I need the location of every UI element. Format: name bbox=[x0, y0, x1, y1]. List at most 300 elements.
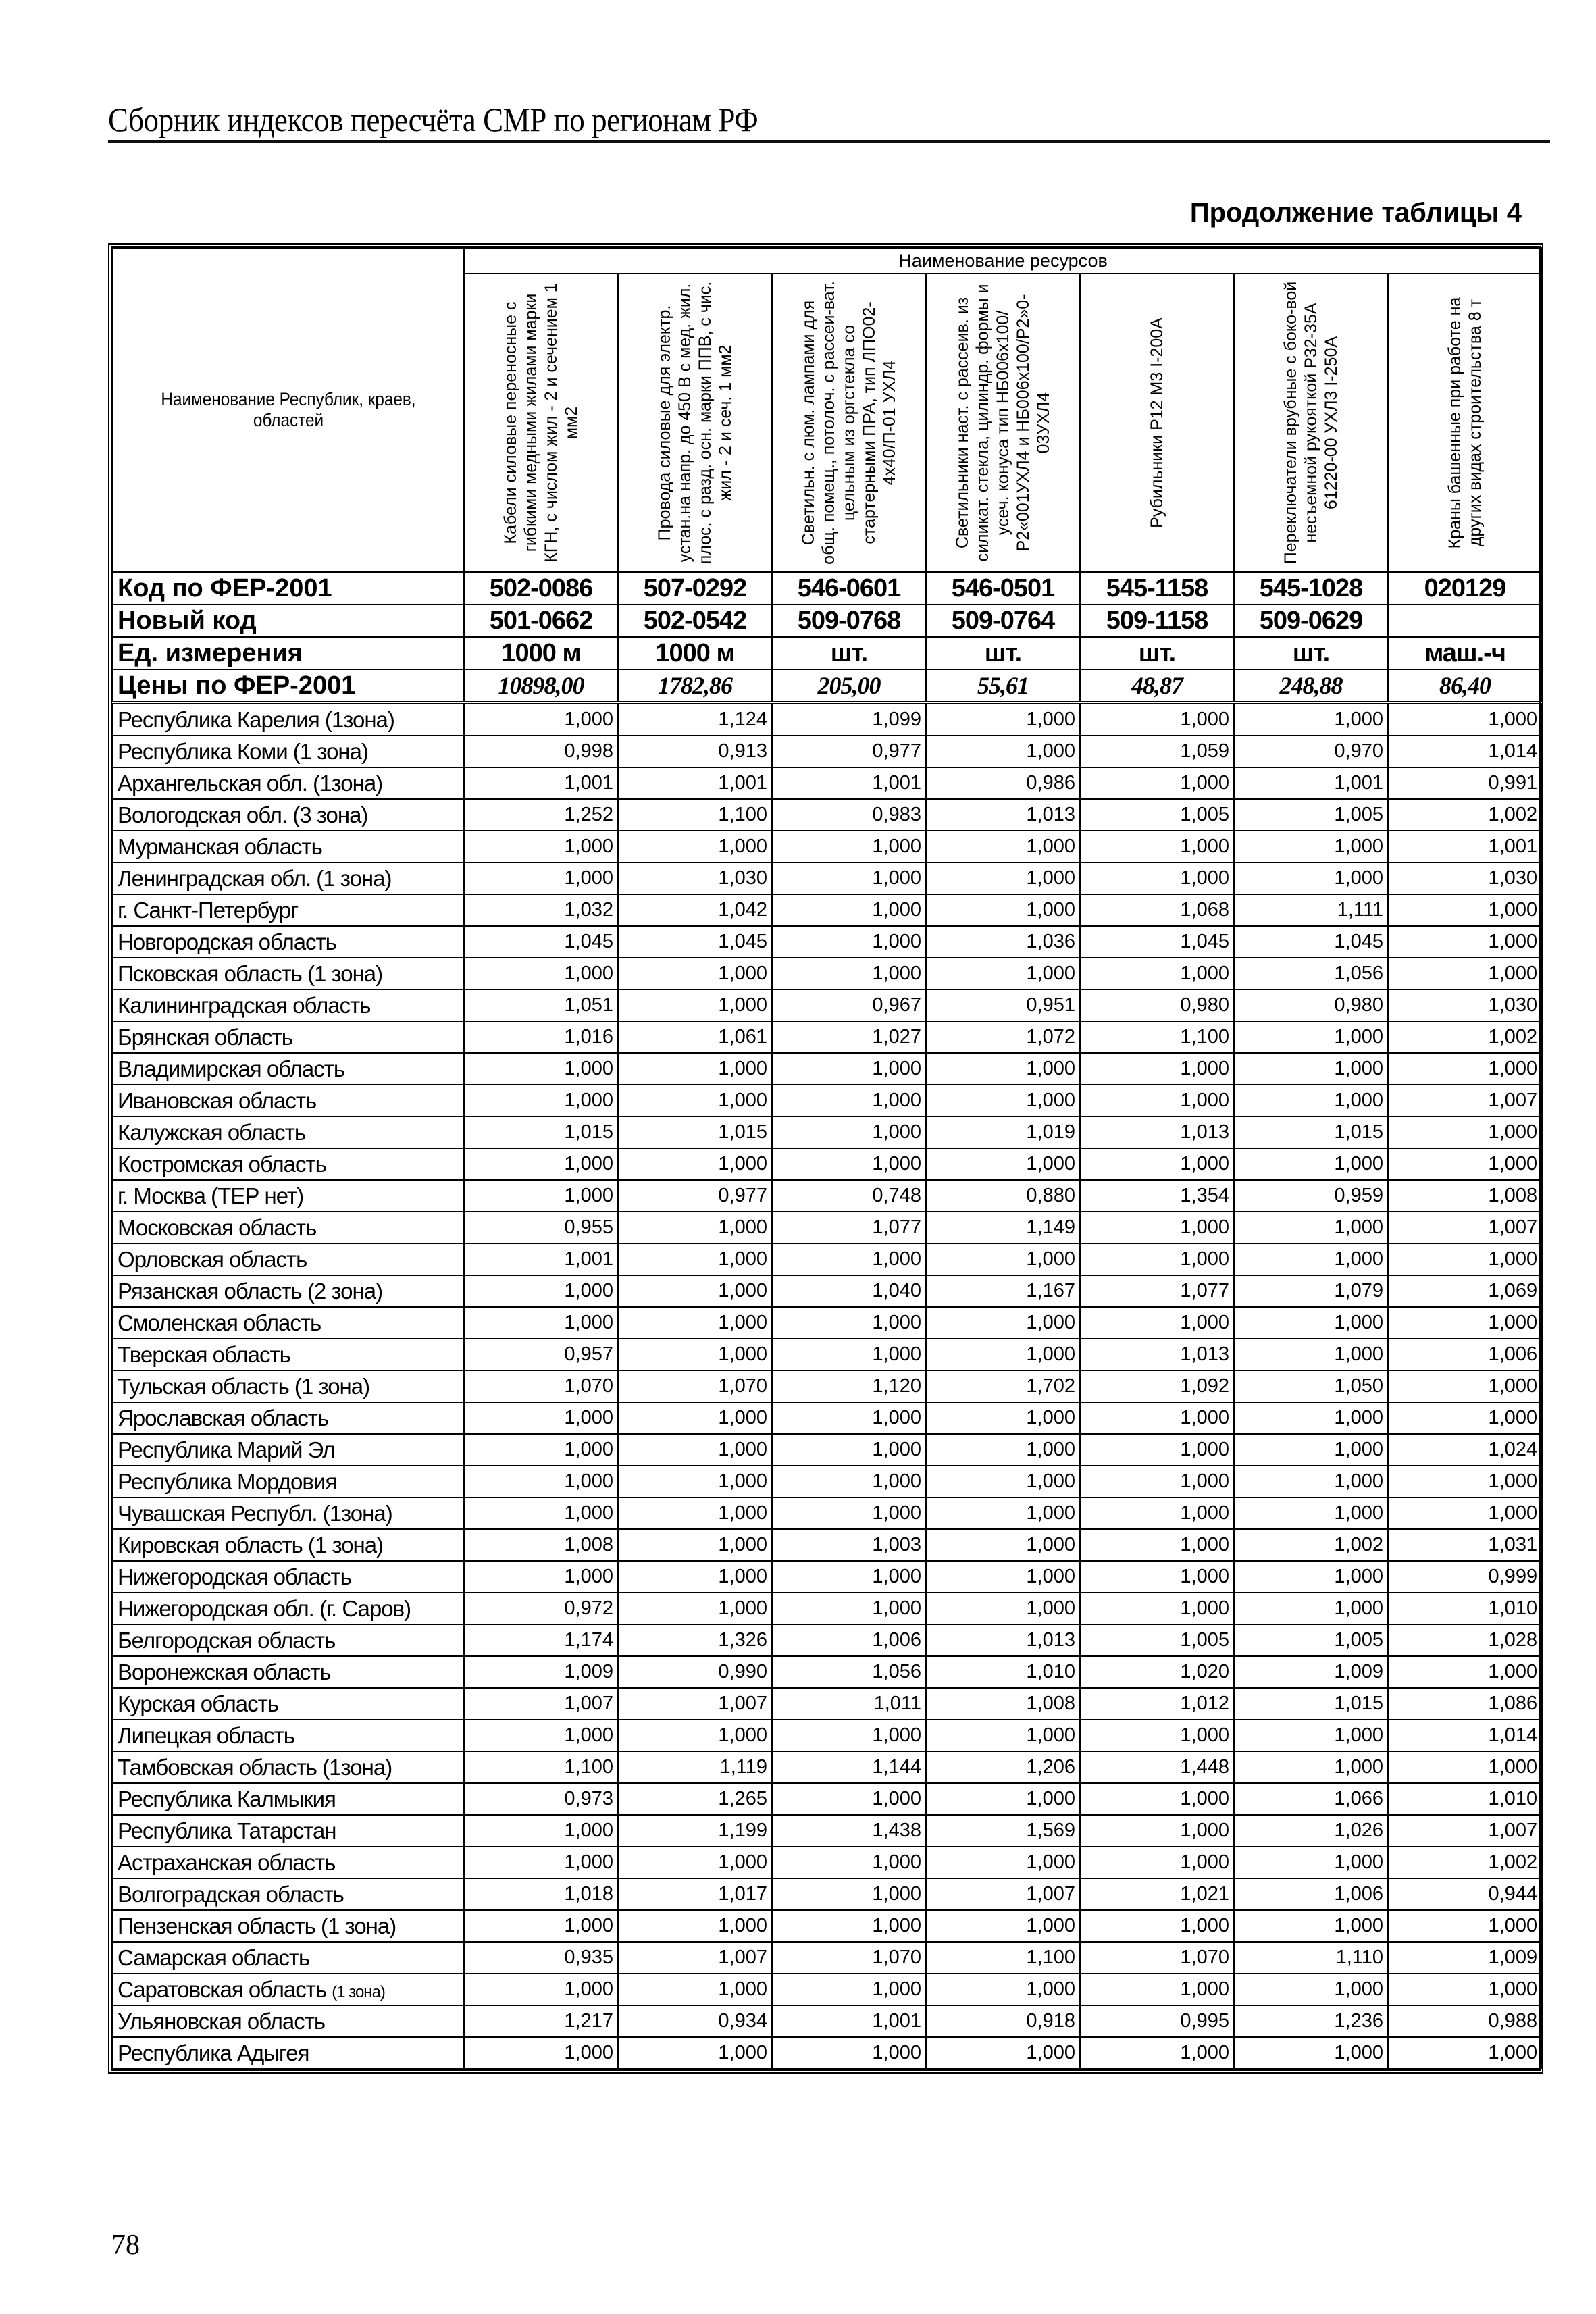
index-value-cell: 1,000 bbox=[1080, 1910, 1234, 1942]
index-value-cell: 1,000 bbox=[772, 958, 926, 989]
index-value-cell: 1,001 bbox=[1388, 831, 1542, 863]
region-name-cell bbox=[113, 926, 464, 958]
index-value-cell: 1,030 bbox=[1388, 863, 1542, 894]
meta-cell: 10898,00 bbox=[464, 669, 618, 703]
region-name: Самарская область bbox=[118, 1945, 310, 1970]
index-value-cell: 1,000 bbox=[618, 1275, 772, 1307]
index-value-cell: 1,008 bbox=[926, 1688, 1080, 1720]
index-value-cell: 1,000 bbox=[464, 1402, 618, 1434]
region-name-cell bbox=[113, 1339, 464, 1370]
index-value-cell: 1,167 bbox=[926, 1275, 1080, 1307]
index-value-cell: 1,000 bbox=[1080, 1593, 1234, 1624]
meta-row bbox=[113, 572, 1542, 605]
index-value-cell: 1,000 bbox=[1234, 1847, 1388, 1878]
index-value-cell: 1,000 bbox=[464, 831, 618, 863]
index-value-cell: 1,111 bbox=[1234, 894, 1388, 926]
index-value-cell: 1,012 bbox=[1080, 1688, 1234, 1720]
index-value-cell: 1,015 bbox=[1234, 1116, 1388, 1148]
index-value-cell: 1,000 bbox=[1234, 863, 1388, 894]
index-value-cell: 1,013 bbox=[926, 1624, 1080, 1656]
table-row bbox=[113, 1878, 1542, 1910]
index-value-cell: 1,066 bbox=[1234, 1783, 1388, 1815]
index-value-cell: 1,000 bbox=[464, 1275, 618, 1307]
index-value-cell: 1,005 bbox=[1080, 1624, 1234, 1656]
meta-row-label: Код по ФЕР-2001 bbox=[113, 572, 464, 605]
index-value-cell: 1,015 bbox=[1234, 1688, 1388, 1720]
index-value-cell: 0,880 bbox=[926, 1180, 1080, 1212]
index-value-cell: 1,000 bbox=[772, 863, 926, 894]
resource-column-header bbox=[464, 274, 618, 572]
index-value-cell: 1,000 bbox=[772, 1593, 926, 1624]
index-value-cell: 1,028 bbox=[1388, 1624, 1542, 1656]
index-value-cell: 1,000 bbox=[926, 1497, 1080, 1529]
index-value-cell: 1,326 bbox=[618, 1624, 772, 1656]
index-value-cell: 1,000 bbox=[772, 831, 926, 863]
meta-row bbox=[113, 669, 1542, 703]
table-row bbox=[113, 1688, 1542, 1720]
index-value-cell: 1,100 bbox=[1080, 1021, 1234, 1053]
index-value-cell: 1,000 bbox=[772, 1878, 926, 1910]
table-row bbox=[113, 1370, 1542, 1402]
meta-cell: 502-0542 bbox=[618, 605, 772, 637]
index-value-cell: 1,056 bbox=[772, 1656, 926, 1688]
table-row bbox=[113, 1593, 1542, 1624]
index-value-cell: 1,000 bbox=[1234, 703, 1388, 736]
index-value-cell: 1,000 bbox=[618, 1593, 772, 1624]
region-name: Воронежская область bbox=[118, 1659, 331, 1685]
index-value-cell: 0,990 bbox=[618, 1656, 772, 1688]
index-value-cell: 1,000 bbox=[1234, 1085, 1388, 1116]
meta-row-label: Цены по ФЕР-2001 bbox=[113, 669, 464, 703]
index-value-cell: 1,000 bbox=[772, 1434, 926, 1466]
region-name: Брянская область bbox=[118, 1024, 292, 1050]
index-value-cell: 1,000 bbox=[618, 1529, 772, 1561]
index-value-cell: 1,027 bbox=[772, 1021, 926, 1053]
index-value-cell: 1,000 bbox=[1080, 1561, 1234, 1593]
index-value-cell: 1,000 bbox=[1388, 1307, 1542, 1339]
index-value-cell: 1,014 bbox=[1388, 736, 1542, 767]
index-value-cell: 1,000 bbox=[1234, 1593, 1388, 1624]
index-value-cell: 1,252 bbox=[464, 799, 618, 831]
index-value-cell: 1,000 bbox=[1080, 1307, 1234, 1339]
index-value-cell: 1,019 bbox=[926, 1116, 1080, 1148]
region-name: Псковская область (1 зона) bbox=[118, 960, 383, 986]
index-value-cell: 0,995 bbox=[1080, 2005, 1234, 2037]
index-value-cell: 1,000 bbox=[1234, 1402, 1388, 1434]
index-value-cell: 0,913 bbox=[618, 736, 772, 767]
index-value-cell: 1,000 bbox=[926, 1148, 1080, 1180]
table-row bbox=[113, 1434, 1542, 1466]
resource-column-header bbox=[1388, 274, 1542, 572]
index-value-cell: 0,988 bbox=[1388, 2005, 1542, 2037]
index-value-cell: 1,110 bbox=[1234, 1942, 1388, 1974]
index-value-cell: 1,069 bbox=[1388, 1275, 1542, 1307]
index-value-cell: 1,008 bbox=[1388, 1180, 1542, 1212]
region-name: Липецкая область bbox=[118, 1722, 294, 1748]
index-value-cell: 1,000 bbox=[1388, 1974, 1542, 2005]
index-value-cell: 1,015 bbox=[618, 1116, 772, 1148]
index-value-cell: 0,934 bbox=[618, 2005, 772, 2037]
table-row bbox=[113, 1783, 1542, 1815]
index-value-cell: 1,009 bbox=[464, 1656, 618, 1688]
region-name: Тульская область (1 зона) bbox=[118, 1373, 370, 1399]
meta-cell: 48,87 bbox=[1080, 669, 1234, 703]
index-value-cell: 1,015 bbox=[464, 1116, 618, 1148]
index-value-cell: 1,007 bbox=[618, 1688, 772, 1720]
region-name-cell bbox=[113, 1180, 464, 1212]
index-value-cell: 1,000 bbox=[618, 1434, 772, 1466]
index-table bbox=[112, 247, 1543, 2069]
index-value-cell: 1,000 bbox=[618, 1720, 772, 1751]
region-name: Саратовская область bbox=[118, 1976, 327, 2002]
region-name-cell bbox=[113, 1720, 464, 1751]
region-name: Ярославская область bbox=[118, 1405, 329, 1431]
index-value-cell: 1,005 bbox=[1234, 1624, 1388, 1656]
region-name-cell bbox=[113, 1783, 464, 1815]
region-name: Республика Адыгея bbox=[118, 2040, 309, 2065]
table-row bbox=[113, 1497, 1542, 1529]
region-name-cell bbox=[113, 1053, 464, 1085]
index-value-cell: 1,000 bbox=[1080, 1402, 1234, 1434]
table-row bbox=[113, 1339, 1542, 1370]
index-value-cell: 1,000 bbox=[464, 1466, 618, 1497]
index-value-cell: 1,002 bbox=[1388, 1847, 1542, 1878]
index-value-cell: 1,099 bbox=[772, 703, 926, 736]
region-name-cell bbox=[113, 1815, 464, 1847]
meta-row bbox=[113, 605, 1542, 637]
index-value-cell: 1,000 bbox=[1080, 1148, 1234, 1180]
region-name-cell bbox=[113, 1434, 464, 1466]
table-row bbox=[113, 1180, 1542, 1212]
index-value-cell: 1,000 bbox=[1234, 1910, 1388, 1942]
index-value-cell: 1,236 bbox=[1234, 2005, 1388, 2037]
index-value-cell: 1,000 bbox=[464, 958, 618, 989]
meta-cell: 248,88 bbox=[1234, 669, 1388, 703]
region-name: Владимирская область bbox=[118, 1056, 345, 1081]
index-value-cell: 1,000 bbox=[1080, 1783, 1234, 1815]
index-value-cell: 1,000 bbox=[1388, 1370, 1542, 1402]
region-name-cell bbox=[113, 1751, 464, 1783]
index-value-cell: 1,000 bbox=[772, 1783, 926, 1815]
index-value-cell: 1,000 bbox=[772, 1466, 926, 1497]
resource-name: Светильники наст. с рассеив. из силикат. стекла, цилиндр. формы и усеч. конуса тип НБ006х100/Р2«001УХЛ4 и НБ006х100/Р2»0-03УХЛ4 bbox=[953, 284, 1053, 562]
index-value-cell: 1,000 bbox=[772, 2037, 926, 2069]
index-value-cell: 1,070 bbox=[1080, 1942, 1234, 1974]
region-name-cell bbox=[113, 1847, 464, 1878]
index-value-cell: 1,000 bbox=[1388, 1243, 1542, 1275]
meta-cell: 205,00 bbox=[772, 669, 926, 703]
index-value-cell: 1,040 bbox=[772, 1275, 926, 1307]
index-value-cell: 0,970 bbox=[1234, 736, 1388, 767]
table-row bbox=[113, 1212, 1542, 1243]
index-value-cell: 1,000 bbox=[618, 958, 772, 989]
index-value-cell: 1,000 bbox=[772, 1243, 926, 1275]
index-value-cell: 1,007 bbox=[1388, 1085, 1542, 1116]
meta-cell: 502-0086 bbox=[464, 572, 618, 605]
region-name-cell bbox=[113, 1466, 464, 1497]
resource-column-header bbox=[618, 274, 772, 572]
index-value-cell: 1,100 bbox=[926, 1942, 1080, 1974]
index-value-cell: 1,000 bbox=[618, 1243, 772, 1275]
index-value-cell: 1,000 bbox=[926, 1561, 1080, 1593]
meta-cell: 546-0601 bbox=[772, 572, 926, 605]
index-value-cell: 1,120 bbox=[772, 1370, 926, 1402]
index-value-cell: 1,000 bbox=[1388, 894, 1542, 926]
index-value-cell: 1,086 bbox=[1388, 1688, 1542, 1720]
table-row bbox=[113, 958, 1542, 989]
index-value-cell: 1,000 bbox=[1080, 1053, 1234, 1085]
index-value-cell: 1,070 bbox=[618, 1370, 772, 1402]
region-name-cell bbox=[113, 767, 464, 799]
index-value-cell: 1,000 bbox=[618, 1212, 772, 1243]
index-value-cell: 1,072 bbox=[926, 1021, 1080, 1053]
index-value-cell: 1,000 bbox=[1234, 1021, 1388, 1053]
index-value-cell: 1,000 bbox=[1080, 1466, 1234, 1497]
meta-cell: 55,61 bbox=[926, 669, 1080, 703]
meta-row bbox=[113, 637, 1542, 669]
table-row bbox=[113, 1529, 1542, 1561]
index-value-cell: 1,569 bbox=[926, 1815, 1080, 1847]
index-value-cell: 1,000 bbox=[1080, 1720, 1234, 1751]
index-value-cell: 1,000 bbox=[1234, 1720, 1388, 1751]
index-value-cell: 1,000 bbox=[926, 1466, 1080, 1497]
meta-cell: 509-0629 bbox=[1234, 605, 1388, 637]
table-row bbox=[113, 1148, 1542, 1180]
index-value-cell: 1,026 bbox=[1234, 1815, 1388, 1847]
table-row bbox=[113, 1116, 1542, 1148]
region-name-cell bbox=[113, 1116, 464, 1148]
index-value-cell: 1,000 bbox=[926, 1053, 1080, 1085]
index-value-cell: 1,000 bbox=[926, 1847, 1080, 1878]
table-row bbox=[113, 926, 1542, 958]
index-value-cell: 1,000 bbox=[618, 1085, 772, 1116]
index-value-cell: 1,000 bbox=[926, 703, 1080, 736]
index-value-cell: 1,217 bbox=[464, 2005, 618, 2037]
index-value-cell: 1,077 bbox=[772, 1212, 926, 1243]
index-value-cell: 1,000 bbox=[1388, 1053, 1542, 1085]
region-name-cell bbox=[113, 958, 464, 989]
index-value-cell: 0,977 bbox=[772, 736, 926, 767]
region-name-cell bbox=[113, 831, 464, 863]
meta-cell: 509-0764 bbox=[926, 605, 1080, 637]
index-value-cell: 1,000 bbox=[464, 1180, 618, 1212]
index-value-cell: 1,000 bbox=[618, 2037, 772, 2069]
index-value-cell: 1,032 bbox=[464, 894, 618, 926]
index-value-cell: 1,000 bbox=[1234, 1339, 1388, 1370]
index-value-cell: 1,174 bbox=[464, 1624, 618, 1656]
index-value-cell: 1,001 bbox=[464, 1243, 618, 1275]
index-value-cell: 1,000 bbox=[1080, 2037, 1234, 2069]
index-value-cell: 1,000 bbox=[1388, 1656, 1542, 1688]
region-name-cell bbox=[113, 703, 464, 736]
index-value-cell: 1,017 bbox=[618, 1878, 772, 1910]
index-value-cell: 1,000 bbox=[1080, 1434, 1234, 1466]
index-value-cell: 0,935 bbox=[464, 1942, 618, 1974]
index-value-cell: 1,000 bbox=[618, 1497, 772, 1529]
index-value-cell: 0,986 bbox=[926, 767, 1080, 799]
table-row bbox=[113, 831, 1542, 863]
index-value-cell: 1,061 bbox=[618, 1021, 772, 1053]
index-value-cell: 1,007 bbox=[618, 1942, 772, 1974]
index-value-cell: 1,000 bbox=[464, 1307, 618, 1339]
region-zone-suffix: (1 зона) bbox=[332, 1982, 385, 2001]
index-value-cell: 1,000 bbox=[1234, 1497, 1388, 1529]
meta-cell: 509-1158 bbox=[1080, 605, 1234, 637]
resource-name: Краны башенные при работе на других видах строительства 8 т bbox=[1445, 297, 1485, 549]
index-value-cell: 1,007 bbox=[1388, 1212, 1542, 1243]
region-name: Орловская область bbox=[118, 1246, 307, 1272]
region-name: Пензенская область (1 зона) bbox=[118, 1913, 396, 1938]
index-value-cell: 1,000 bbox=[926, 1910, 1080, 1942]
meta-cell: 86,40 bbox=[1388, 669, 1542, 703]
index-value-cell: 1,000 bbox=[1388, 2037, 1542, 2069]
region-name: Республика Татарстан bbox=[118, 1818, 336, 1843]
index-value-cell: 1,000 bbox=[926, 1593, 1080, 1624]
header-rule bbox=[108, 140, 1550, 143]
index-value-cell: 1,036 bbox=[926, 926, 1080, 958]
index-value-cell: 1,006 bbox=[1388, 1339, 1542, 1370]
index-value-cell: 1,000 bbox=[772, 926, 926, 958]
meta-cell: 020129 bbox=[1388, 572, 1542, 605]
index-value-cell: 1,000 bbox=[464, 1085, 618, 1116]
index-value-cell: 1,079 bbox=[1234, 1275, 1388, 1307]
index-value-cell: 1,059 bbox=[1080, 736, 1234, 767]
index-value-cell: 1,000 bbox=[1388, 1910, 1542, 1942]
index-value-cell: 1,000 bbox=[1234, 1974, 1388, 2005]
index-value-cell: 1,000 bbox=[618, 1148, 772, 1180]
index-value-cell: 1,000 bbox=[618, 1561, 772, 1593]
index-value-cell: 1,000 bbox=[618, 1402, 772, 1434]
index-value-cell: 1,144 bbox=[772, 1751, 926, 1783]
index-value-cell: 1,000 bbox=[464, 1148, 618, 1180]
index-value-cell: 1,010 bbox=[926, 1656, 1080, 1688]
table-row bbox=[113, 1751, 1542, 1783]
table-caption: Продолжение таблицы 4 bbox=[1189, 198, 1522, 228]
meta-cell: маш.-ч bbox=[1388, 637, 1542, 669]
index-value-cell: 1,000 bbox=[618, 1053, 772, 1085]
table-row bbox=[113, 1942, 1542, 1974]
index-value-cell: 1,000 bbox=[772, 1116, 926, 1148]
index-value-cell: 1,007 bbox=[1388, 1815, 1542, 1847]
region-name-cell bbox=[113, 1085, 464, 1116]
index-value-cell: 0,748 bbox=[772, 1180, 926, 1212]
index-value-cell: 1,002 bbox=[1388, 799, 1542, 831]
region-name: Республика Калмыкия bbox=[118, 1786, 336, 1811]
region-name: Мурманская область bbox=[118, 833, 322, 859]
index-value-cell: 1,050 bbox=[1234, 1370, 1388, 1402]
region-name-cell bbox=[113, 1878, 464, 1910]
index-value-cell: 0,980 bbox=[1234, 989, 1388, 1021]
index-value-cell: 1,092 bbox=[1080, 1370, 1234, 1402]
index-value-cell: 1,000 bbox=[464, 1434, 618, 1466]
index-value-cell: 1,045 bbox=[1080, 926, 1234, 958]
index-value-cell: 0,977 bbox=[618, 1180, 772, 1212]
index-value-cell: 1,000 bbox=[772, 1339, 926, 1370]
resource-name: Переключатели врубные с боко-вой несъемной рукояткой Р32-35А 61220-00 УХЛ3 I-250А bbox=[1281, 281, 1341, 565]
index-value-cell: 1,000 bbox=[1080, 767, 1234, 799]
index-value-cell: 1,199 bbox=[618, 1815, 772, 1847]
index-value-cell: 1,000 bbox=[1234, 1466, 1388, 1497]
region-name-cell bbox=[113, 1974, 464, 2005]
table-row bbox=[113, 1053, 1542, 1085]
index-value-cell: 1,051 bbox=[464, 989, 618, 1021]
index-value-cell: 1,000 bbox=[618, 1974, 772, 2005]
index-value-cell: 1,001 bbox=[1234, 767, 1388, 799]
index-value-cell: 1,002 bbox=[1234, 1529, 1388, 1561]
region-name: Ленинградская обл. (1 зона) bbox=[118, 865, 392, 891]
index-value-cell: 1,000 bbox=[464, 1847, 618, 1878]
table-row bbox=[113, 767, 1542, 799]
index-value-cell: 0,918 bbox=[926, 2005, 1080, 2037]
region-name: Республика Мордовия bbox=[118, 1468, 337, 1494]
index-value-cell: 1,000 bbox=[464, 1910, 618, 1942]
table-row bbox=[113, 1402, 1542, 1434]
region-name-cell bbox=[113, 1212, 464, 1243]
table-row bbox=[113, 1561, 1542, 1593]
index-value-cell: 1,042 bbox=[618, 894, 772, 926]
meta-cell: шт. bbox=[1234, 637, 1388, 669]
index-value-cell: 1,000 bbox=[464, 1720, 618, 1751]
index-value-cell: 1,000 bbox=[772, 1085, 926, 1116]
index-value-cell: 0,951 bbox=[926, 989, 1080, 1021]
table-row bbox=[113, 1974, 1542, 2005]
meta-cell: 546-0501 bbox=[926, 572, 1080, 605]
meta-cell: 507-0292 bbox=[618, 572, 772, 605]
index-value-cell: 1,045 bbox=[1234, 926, 1388, 958]
index-value-cell: 1,003 bbox=[772, 1529, 926, 1561]
index-value-cell: 1,000 bbox=[1080, 1815, 1234, 1847]
region-name-cell bbox=[113, 1402, 464, 1434]
region-name: Астраханская область bbox=[118, 1849, 336, 1875]
region-name-cell bbox=[113, 1275, 464, 1307]
index-value-cell: 1,018 bbox=[464, 1878, 618, 1910]
index-value-cell: 1,077 bbox=[1080, 1275, 1234, 1307]
index-value-cell: 1,007 bbox=[926, 1878, 1080, 1910]
index-value-cell: 1,000 bbox=[1234, 1053, 1388, 1085]
index-table-frame bbox=[108, 243, 1543, 2074]
index-value-cell: 1,000 bbox=[1234, 2037, 1388, 2069]
index-value-cell: 1,001 bbox=[772, 2005, 926, 2037]
meta-cell bbox=[1388, 605, 1542, 637]
index-value-cell: 1,007 bbox=[464, 1688, 618, 1720]
table-row bbox=[113, 989, 1542, 1021]
table-row bbox=[113, 1275, 1542, 1307]
index-value-cell: 1,000 bbox=[926, 1402, 1080, 1434]
region-name: Белгородская область bbox=[118, 1627, 336, 1653]
region-column-header: Наименование Республик, краев, областей bbox=[130, 248, 446, 572]
index-value-cell: 1,206 bbox=[926, 1751, 1080, 1783]
index-value-cell: 1,000 bbox=[1388, 958, 1542, 989]
index-value-cell: 1,354 bbox=[1080, 1180, 1234, 1212]
meta-cell: 1000 м bbox=[464, 637, 618, 669]
resource-column-header bbox=[926, 274, 1080, 572]
index-value-cell: 1,149 bbox=[926, 1212, 1080, 1243]
index-value-cell: 1,000 bbox=[618, 1466, 772, 1497]
region-name-cell bbox=[113, 1688, 464, 1720]
table-row bbox=[113, 863, 1542, 894]
region-name-cell bbox=[113, 1910, 464, 1942]
index-value-cell: 1,000 bbox=[1388, 703, 1542, 736]
region-name: Архангельская обл. (1зона) bbox=[118, 770, 383, 796]
region-name-cell bbox=[113, 736, 464, 767]
index-value-cell: 1,000 bbox=[464, 1497, 618, 1529]
index-value-cell: 1,000 bbox=[464, 1053, 618, 1085]
table-row bbox=[113, 1656, 1542, 1688]
index-value-cell: 1,438 bbox=[772, 1815, 926, 1847]
index-value-cell: 1,000 bbox=[1388, 1402, 1542, 1434]
region-name-cell bbox=[113, 1593, 464, 1624]
table-row bbox=[113, 1847, 1542, 1878]
